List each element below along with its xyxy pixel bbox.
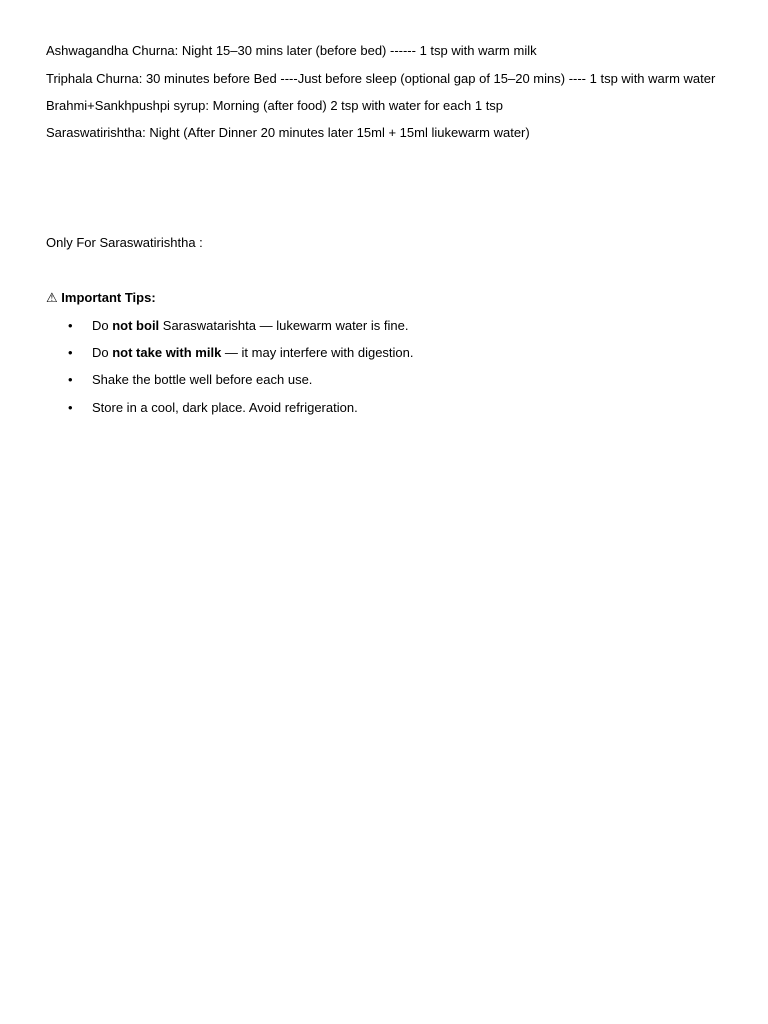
- bullet-icon: •: [68, 318, 73, 333]
- tip-text: Do: [92, 318, 113, 333]
- tip-text: Saraswatarishta — lukewarm water is fine.: [159, 318, 409, 333]
- dosage-line-triphala: Triphala Churna: 30 minutes before Bed ----Just before sleep (optional gap of 15–20 mins) ---- 1 tsp with warm water: [46, 71, 716, 86]
- bullet-icon: •: [68, 372, 73, 387]
- tip-text: Store in a cool, dark place. Avoid refrigeration.: [92, 400, 358, 415]
- tip-text: Shake the bottle well before each use.: [92, 372, 313, 387]
- tip-item: [92, 400, 358, 416]
- tip-emphasis: not take with milk: [112, 345, 222, 360]
- tip-text: — it may interfere with digestion.: [221, 345, 414, 360]
- warning-icon: ⚠: [46, 290, 58, 305]
- tip-item: [92, 345, 414, 361]
- tip-emphasis: not boil: [112, 318, 160, 333]
- bullet-icon: •: [68, 345, 73, 360]
- dosage-line-ashwagandha: Ashwagandha Churna: Night 15–30 mins later (before bed) ------ 1 tsp with warm milk: [46, 43, 537, 58]
- tip-item: [92, 372, 312, 388]
- tips-heading-label: Important Tips:: [61, 290, 156, 305]
- tip-text: Do: [92, 345, 113, 360]
- saraswatirishtha-note: Only For Saraswatirishtha :: [46, 235, 203, 250]
- tips-heading: [46, 290, 156, 306]
- dosage-line-brahmi: Brahmi+Sankhpushpi syrup: Morning (after food) 2 tsp with water for each 1 tsp: [46, 98, 504, 113]
- tip-item: [92, 318, 408, 334]
- dosage-line-saraswatirishtha: Saraswatirishtha: Night (After Dinner 20 minutes later 15ml + 15ml liukewarm water): [46, 125, 530, 140]
- bullet-icon: •: [68, 400, 73, 415]
